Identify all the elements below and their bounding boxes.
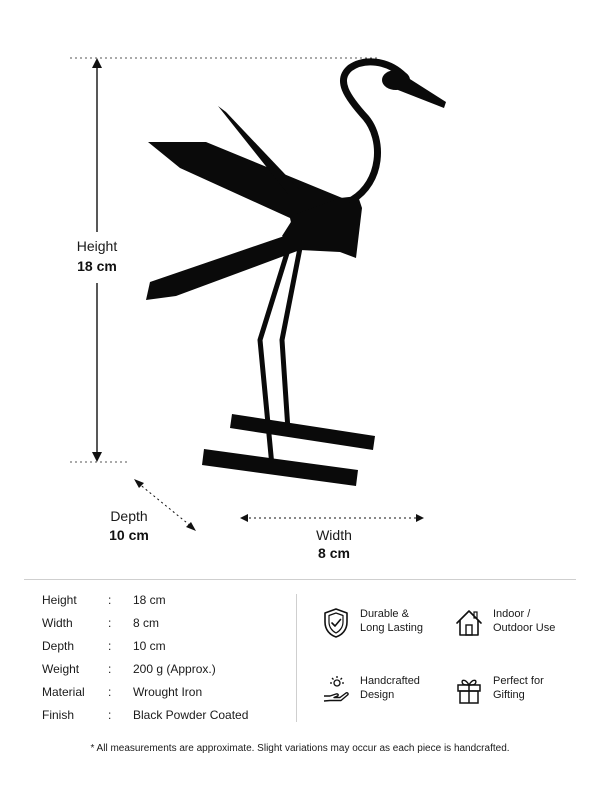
spec-colon: : [108,593,112,607]
spec-value: 8 cm [133,616,160,630]
shield-check-icon [322,607,350,639]
spec-value: Black Powder Coated [133,708,249,722]
depth-label: Depth [110,508,148,524]
spec-key: Material [42,685,85,699]
feature-text: Durable & Long Lasting [360,608,423,634]
feature-text: Indoor / Outdoor Use [493,608,556,634]
spec-value: 200 g (Approx.) [133,662,216,676]
height-value: 18 cm [77,258,117,274]
spec-value: 10 cm [133,639,166,653]
feature-text: Handcrafted Design [360,675,420,701]
spec-colon: : [108,685,112,699]
hand-sparkle-icon [322,674,350,706]
spec-colon: : [108,639,112,653]
bird-sculpture [146,62,446,486]
home-icon [455,607,483,639]
spec-colon: : [108,708,112,722]
feature-gifting [455,674,585,714]
spec-key: Weight [42,662,80,676]
column-divider [296,594,297,722]
depth-value: 10 cm [109,527,149,543]
spec-value: Wrought Iron [133,685,203,699]
spec-key: Width [42,616,73,630]
spec-key: Height [42,593,77,607]
spec-colon: : [108,662,112,676]
spec-value: 18 cm [133,593,166,607]
width-arrow [240,514,424,522]
height-label: Height [76,238,118,254]
width-value: 8 cm [318,545,350,561]
section-divider [24,579,576,580]
footnote: * All measurements are approximate. Slight variations may occur as each piece is handcrafted. [90,743,510,754]
gift-icon [455,674,483,706]
spec-colon: : [108,616,112,630]
spec-key: Depth [42,639,75,653]
feature-indoor-outdoor [455,607,585,647]
feature-text: Perfect for Gifting [493,675,544,701]
width-label: Width [316,527,352,543]
feature-durable [322,607,472,647]
spec-key: Finish [42,708,75,722]
feature-handcrafted [322,674,472,714]
